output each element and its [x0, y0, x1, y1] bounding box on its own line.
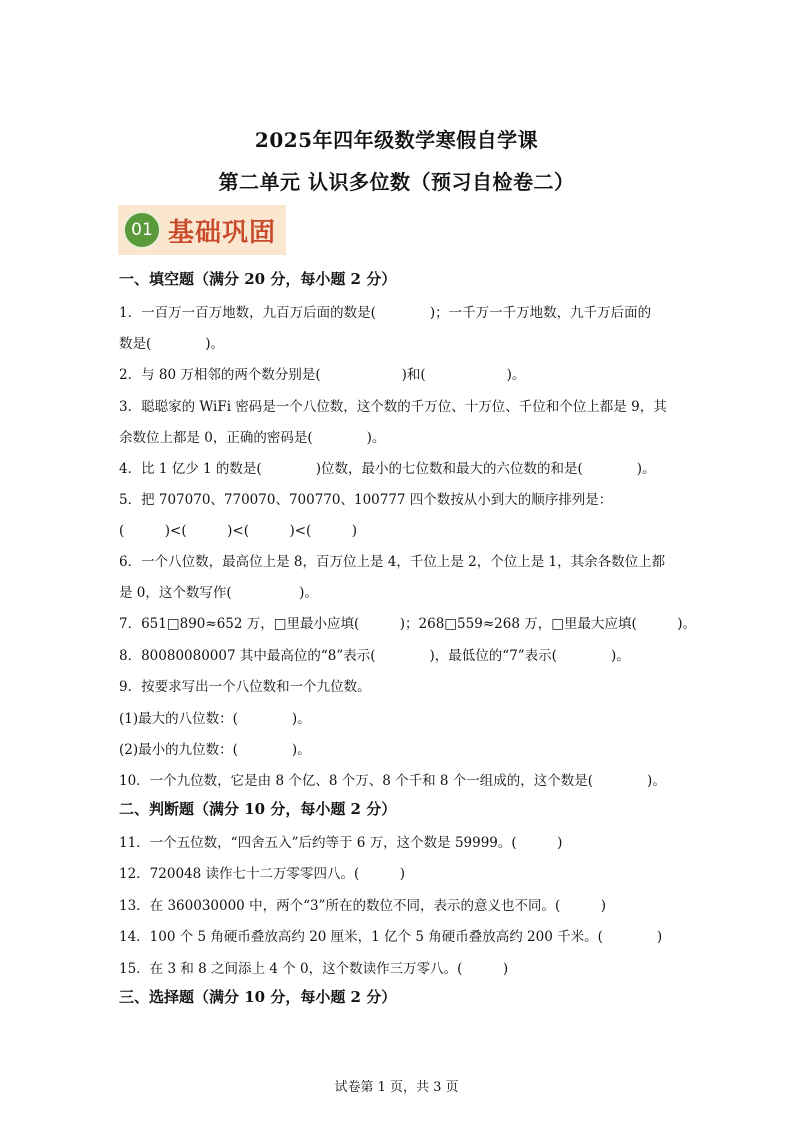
question-line: (1)最大的八位数：( )。 — [119, 711, 311, 727]
page-subtitle: 第二单元 认识多位数（预习自检卷二） — [218, 170, 575, 194]
question-line: 是 0，这个数写作( )。 — [119, 585, 318, 601]
badge-number: 01 — [123, 211, 161, 249]
question-line: 8．80080080007 其中最高位的“8”表示( )，最低位的“7”表示( )。 — [119, 648, 630, 664]
question-line: 1．一百万一百万地数，九百万后面的数是( )；一千万一千万地数，九千万后面的 — [119, 305, 652, 321]
page-footer: 试卷第 1 页，共 3 页 — [334, 1080, 459, 1095]
question-line: 15．在 3 和 8 之间添上 4 个 0，这个数读作三万零八。( ) — [119, 961, 509, 977]
question-line: 2．与 80 万相邻的两个数分别是( )和( )。 — [119, 367, 526, 383]
page-title: 2025年四年级数学寒假自学课 — [254, 128, 539, 152]
question-line: 余数位上都是 0，正确的密码是( )。 — [119, 430, 386, 446]
question-line: 数是( )。 — [119, 336, 225, 352]
question-line: 11．一个五位数，“四舍五入”后约等于 6 万，这个数是 59999。( ) — [119, 835, 563, 851]
question-line: 10．一个九位数，它是由 8 个亿、8 个万、8 个千和 8 个一组成的，这个数是( )。 — [119, 773, 666, 789]
badge-label: 基础巩固 — [168, 218, 277, 248]
question-line: 3．聪聪家的 WiFi 密码是一个八位数，这个数的千万位、十万位、千位和个位上都是 9，其 — [119, 399, 667, 415]
question-line: ( )<( )<( )<( ) — [119, 523, 358, 539]
question-line: 13．在 360030000 中，两个“3”所在的数位不同，表示的意义也不同。( ) — [119, 898, 606, 914]
section-heading-choice: 三、选择题（满分 10 分，每小题 2 分） — [119, 988, 397, 1006]
section-heading-fill: 一、填空题（满分 20 分，每小题 2 分） — [119, 270, 397, 288]
section-badge — [118, 205, 286, 255]
question-line: 14．100 个 5 角硬币叠放高约 20 厘米，1 亿个 5 角硬币叠放高约 200 千米。( ) — [119, 929, 663, 945]
question-line: 6．一个八位数，最高位上是 8，百万位上是 4，千位上是 2，个位上是 1，其余各数位上都 — [119, 554, 666, 570]
question-line: (2)最小的九位数：( )。 — [119, 742, 311, 758]
question-line: 7．651□890≈652 万，□里最小应填( )；268□559≈268 万，□里最大应填( )。 — [119, 616, 696, 632]
section-heading-judge: 二、判断题（满分 10 分，每小题 2 分） — [119, 800, 397, 818]
question-line: 5．把 707070、770070、700770、100777 四个数按从小到大的顺序排列是： — [119, 492, 613, 508]
question-line: 9．按要求写出一个八位数和一个九位数。 — [119, 679, 371, 695]
question-line: 4．比 1 亿少 1 的数是( )位数，最小的七位数和最大的六位数的和是( )。 — [119, 461, 656, 477]
question-line: 12．720048 读作七十二万零零四八。( ) — [119, 866, 406, 882]
